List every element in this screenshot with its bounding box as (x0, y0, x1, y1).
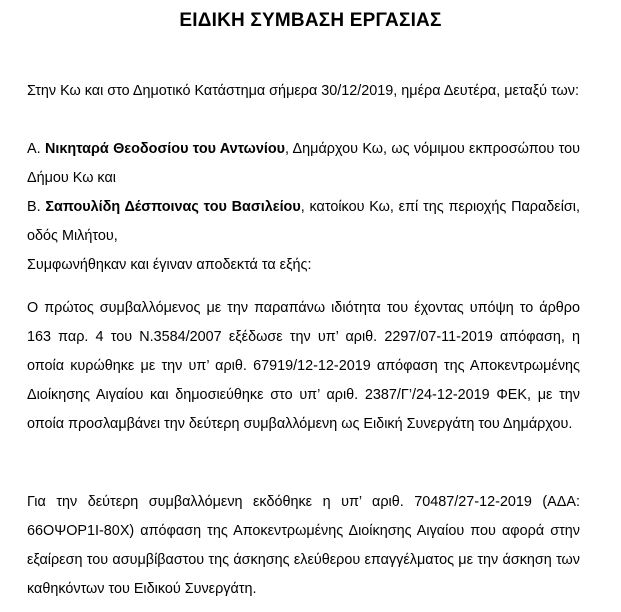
document-title: ΕΙΔΙΚΗ ΣΥΜΒΑΣΗ ΕΡΓΑΣΙΑΣ (179, 10, 442, 31)
party-b-prefix: Β. (27, 199, 46, 215)
party-a-paragraph (27, 135, 580, 193)
party-a-name: Νικηταρά Θεοδοσίου του Αντωνίου (44, 141, 286, 157)
body-paragraph-1: Ο πρώτος συμβαλλόμενος με την παραπάνω ιδιότητα του έχοντας υπόψη το άρθρο 163 παρ. 4 του Ν.3584/2007 εξέδωσε την υπ’ αριθ. 2297/07-11-2019 απόφαση, η οποία κυρώθηκε με την υπ’ αριθ. 67919/12-12-2019 απόφαση της Αποκεντρωμένης Διοίκησης Αιγαίου και δημοσιεύθηκε στο υπ’ αριθ. 2387/Γ’/24-12-2019 ΦΕΚ, με την οποία προσλαμβάνει την δεύτερη συμβαλλόμενη ως Ειδική Συνεργάτη του Δημάρχου. (27, 300, 580, 432)
party-a-prefix: Α. (27, 141, 45, 157)
body-paragraph-2: Για την δεύτερη συμβαλλόμενη εκδόθηκε η υπ’ αριθ. 70487/27-12-2019 (ΑΔΑ: 66ΟΨΟΡ1Ι-80Χ) απόφαση της Αποκεντρωμένης Διοίκησης Αιγαίου που αφορά στην εξαίρεση του ασυμβίβαστου της άσκησης ελεύθερου επαγγέλματος με την άσκηση των καθηκόντων του Ειδικού Συνεργάτη. (27, 494, 580, 597)
party-b-paragraph (27, 193, 580, 251)
party-b-details: , κατοίκου Κω, επί της περιοχής Παραδείσι, οδός Μιλήτου, (27, 199, 580, 244)
agreement-line: Συμφωνήθηκαν και έγιναν αποδεκτά τα εξής: (27, 257, 312, 273)
party-b-name: Σαπουλίδη Δέσποινας του Βασιλείου (45, 199, 301, 215)
intro-paragraph: Στην Κω και στο Δημοτικό Κατάστημα σήμερα 30/12/2019, ημέρα Δευτέρα, μεταξύ των: (27, 83, 579, 99)
party-a-details: , Δημάρχου Κω, ως νόμιμου εκπροσώπου του Δήμου Κω και (27, 141, 580, 186)
